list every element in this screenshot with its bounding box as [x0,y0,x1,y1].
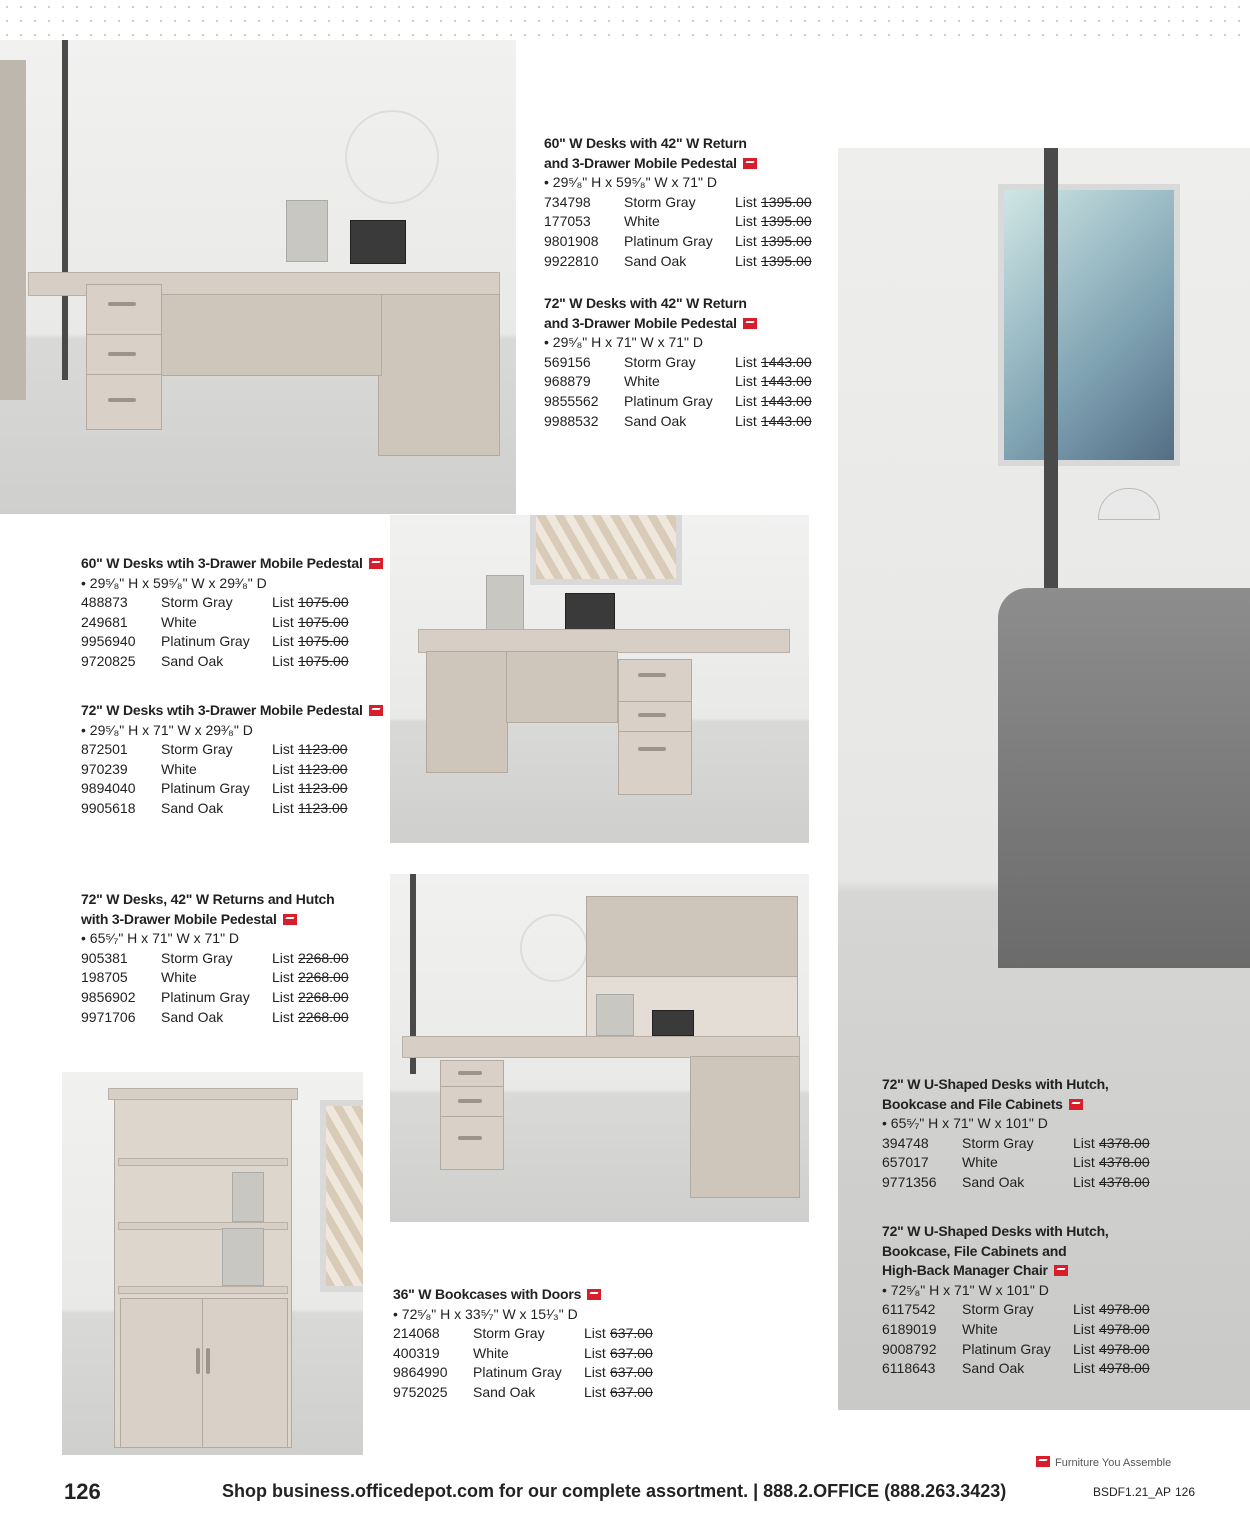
sku-number: 905381 [81,949,128,966]
catalog-code: BSDF1.21_AP [1093,1485,1172,1499]
sku-row [81,988,349,1008]
product-title [81,890,349,929]
color-name: Sand Oak [624,252,687,269]
list-label: List [272,594,294,611]
product-dimensions: • 65⁵⁄₇" H x 71" W x 71" D [81,930,240,947]
list-label: List [1073,1173,1095,1190]
product-title-text: 36" W Bookcases with Doors [393,1286,582,1302]
wall-clock [345,110,439,204]
sku-row [393,1383,653,1403]
list-label: List [735,353,757,370]
sku-row [81,652,383,672]
list-price: 1443.00 [761,373,812,390]
sku-number: 9894040 [81,780,136,797]
color-name: White [962,1320,998,1337]
list-price: 4378.00 [1099,1134,1150,1151]
list-label: List [272,633,294,650]
color-name: Storm Gray [962,1134,1034,1151]
shop-link-text[interactable]: Shop business.officedepot.com for our complete assortment. | 888.2.OFFICE (888.263.3423) [222,1481,1007,1501]
product-title-line [81,890,349,910]
product-title-text: Bookcase, File Cabinets and [882,1242,1067,1259]
list-label: List [735,213,757,230]
list-price: 1443.00 [761,412,812,429]
sku-number: 9864990 [393,1364,448,1381]
list-label: List [1073,1134,1095,1151]
furniture-you-assemble-icon [1069,1099,1083,1110]
list-price: 4978.00 [1099,1320,1150,1337]
list-price: 2268.00 [298,949,349,966]
list-label: List [272,613,294,630]
product-title-line [393,1285,653,1305]
color-name: White [624,373,660,390]
sku-row [544,232,812,252]
product-title-line [882,1261,1150,1281]
color-name: Storm Gray [473,1325,545,1342]
list-label: List [272,652,294,669]
product-title [882,1222,1150,1281]
product-title-text: 60" W Desks with 42" W Return [544,135,747,151]
color-name: Storm Gray [161,741,233,758]
product-dimensions: • 29⁵⁄₈" H x 59⁵⁄₈" W x 29³⁄₈" D [81,574,267,591]
sku-number: 249681 [81,613,128,630]
list-price: 2268.00 [298,988,349,1005]
list-label: List [584,1383,606,1400]
list-label: List [272,949,294,966]
list-label: List [272,760,294,777]
sku-number: 9855562 [544,392,599,409]
color-name: White [161,613,197,630]
list-price: 4978.00 [1099,1301,1150,1318]
product-title-line [882,1242,1150,1262]
color-name: Sand Oak [161,1008,224,1025]
list-label: List [272,1008,294,1025]
dotted-pattern-header [0,0,1250,40]
sku-number: 394748 [882,1134,929,1151]
product-title-text: 72" W Desks with 42" W Return [544,295,747,311]
product-title [393,1285,653,1305]
sku-number: 9956940 [81,633,136,650]
sku-row [882,1134,1150,1154]
color-name: White [624,213,660,230]
list-price: 1123.00 [298,760,348,777]
list-price: 1123.00 [298,780,348,797]
list-label: List [272,969,294,986]
product-title-text: and 3-Drawer Mobile Pedestal [544,154,737,171]
furniture-you-assemble-icon [1036,1456,1050,1467]
sku-row [544,252,812,272]
list-label: List [272,780,294,797]
sku-number: 400319 [393,1344,440,1361]
sku-row [81,799,383,819]
sku-row [393,1344,653,1364]
sku-number: 9922810 [544,252,599,269]
sku-row [882,1300,1150,1320]
list-label: List [272,799,294,816]
straight-desk-photo [390,515,809,843]
color-name: Storm Gray [624,353,696,370]
sku-row [81,1008,349,1028]
list-label: List [735,193,757,210]
list-price: 1075.00 [298,652,349,669]
product-title-text: 72" W U-Shaped Desks with Hutch, [882,1076,1109,1092]
sku-number: 657017 [882,1154,929,1171]
sku-number: 198705 [81,969,128,986]
list-price: 1075.00 [298,613,349,630]
sku-number: 9771356 [882,1173,937,1190]
product-title-line [81,910,349,930]
product-title-line [882,1075,1150,1095]
product-title-line [882,1095,1150,1115]
product-title-text: 60" W Desks wtih 3-Drawer Mobile Pedestal [81,555,363,571]
list-label: List [735,373,757,390]
list-price: 1123.00 [298,741,348,758]
list-label: List [735,412,757,429]
sku-number: 9856902 [81,988,136,1005]
sku-number: 9988532 [544,412,599,429]
list-label: List [584,1325,606,1342]
product-title [81,554,383,574]
sku-number: 9801908 [544,232,599,249]
color-name: White [161,969,197,986]
list-price: 1443.00 [761,353,812,370]
product-title-text: 72" W U-Shaped Desks with Hutch, [882,1223,1109,1239]
product-title [81,701,383,721]
sku-row [81,968,349,988]
list-price: 1395.00 [761,232,812,249]
color-name: Platinum Gray [624,392,713,409]
list-label: List [272,741,294,758]
sku-number: 9008792 [882,1340,937,1357]
color-name: Storm Gray [161,594,233,611]
list-label: List [735,392,757,409]
list-label: List [735,252,757,269]
sku-row [882,1359,1150,1379]
sku-row [81,740,383,760]
sku-number: 569156 [544,353,591,370]
sku-row [81,949,349,969]
color-name: Storm Gray [161,949,233,966]
sku-number: 214068 [393,1325,440,1342]
list-price: 4978.00 [1099,1340,1150,1357]
sku-number: 6117542 [882,1301,936,1318]
sku-number: 970239 [81,760,128,777]
color-name: Storm Gray [962,1301,1034,1318]
list-price: 1395.00 [761,252,812,269]
gray-desk-photo [838,148,1250,1410]
product-title [544,294,812,333]
furniture-you-assemble-icon [1054,1265,1068,1276]
sku-row [882,1153,1150,1173]
l-desk-photo [0,40,516,514]
list-price: 1395.00 [761,193,812,210]
product-title-text: Bookcase and File Cabinets [882,1095,1063,1112]
list-label: List [1073,1320,1095,1337]
color-name: Platinum Gray [161,780,250,797]
list-price: 1123.00 [298,799,348,816]
list-price: 2268.00 [298,969,349,986]
color-name: Sand Oak [161,652,224,669]
color-name: White [962,1154,998,1171]
sku-number: 734798 [544,193,591,210]
sku-row [544,353,812,373]
product-title [544,134,812,173]
color-name: Sand Oak [161,799,224,816]
sku-row [81,613,383,633]
product-title-line [544,314,812,334]
sku-number: 177053 [544,213,591,230]
color-name: Sand Oak [962,1360,1025,1377]
product-dimensions: • 29⁵⁄₈" H x 71" W x 71" D [544,334,704,351]
product-title-text: 72" W Desks wtih 3-Drawer Mobile Pedestal [81,702,363,718]
color-name: Storm Gray [624,193,696,210]
list-price: 1075.00 [298,594,349,611]
product-title-text: High-Back Manager Chair [882,1262,1048,1279]
product-block-60-desk [81,554,383,672]
list-price: 2268.00 [298,1008,349,1025]
sku-row [544,372,812,392]
sku-row [882,1320,1150,1340]
furniture-you-assemble-icon [283,914,297,925]
sku-row [544,412,812,432]
list-price: 4378.00 [1099,1154,1150,1171]
gray-desk [998,588,1250,968]
page-number: 126 [64,1479,101,1504]
product-title-text: and 3-Drawer Mobile Pedestal [544,314,737,331]
assembly-legend [1036,1456,1171,1469]
color-name: White [473,1344,509,1361]
list-price: 1075.00 [298,633,349,650]
product-block-bookcase [393,1285,653,1403]
product-title-text: 72" W Desks, 42" W Returns and Hutch [81,891,335,907]
list-label: List [584,1344,606,1361]
product-title-line [81,701,383,721]
list-price: 637.00 [610,1325,653,1342]
sku-row [544,392,812,412]
product-block-u-desk [882,1075,1150,1193]
sku-row [393,1363,653,1383]
list-label: List [1073,1301,1095,1318]
sku-row [882,1173,1150,1193]
list-label: List [584,1364,606,1381]
wall-clock [520,914,588,982]
product-dimensions: • 29⁵⁄₈" H x 59⁵⁄₈" W x 71" D [544,174,717,191]
list-label: List [1073,1154,1095,1171]
sku-number: 968879 [544,373,591,390]
sku-number: 6118643 [882,1360,936,1377]
sku-number: 9971706 [81,1008,136,1025]
color-name: Sand Oak [473,1383,536,1400]
product-block-60-l-desk [544,134,812,271]
color-name: Platinum Gray [161,988,250,1005]
list-price: 1443.00 [761,392,812,409]
color-name: Platinum Gray [962,1340,1051,1357]
furniture-you-assemble-icon [743,158,757,169]
sku-row [882,1340,1150,1360]
list-price: 4378.00 [1099,1173,1150,1190]
sku-number: 488873 [81,594,128,611]
list-price: 4978.00 [1099,1360,1150,1377]
footer [0,1473,1250,1513]
legend-text: Furniture You Assemble [1055,1457,1172,1469]
color-name: Sand Oak [962,1173,1025,1190]
page-number-small: 126 [1175,1485,1196,1499]
sku-row [393,1324,653,1344]
sku-row [81,593,383,613]
color-name: Platinum Gray [473,1364,562,1381]
sku-row [544,193,812,213]
sku-row [544,212,812,232]
list-price: 637.00 [610,1383,653,1400]
sku-row [81,632,383,652]
list-price: 637.00 [610,1364,653,1381]
color-name: White [161,760,197,777]
hutch-desk-photo [390,874,809,1222]
product-block-u-desk-chair [882,1222,1150,1379]
product-dimensions: • 72⁵⁄₈" H x 71" W x 101" D [882,1281,1049,1298]
color-name: Platinum Gray [161,633,250,650]
sku-number: 9752025 [393,1383,448,1400]
bookcase-photo [62,1072,363,1455]
product-dimensions: • 65⁵⁄₇" H x 71" W x 101" D [882,1115,1048,1132]
product-block-72-desk [81,701,383,819]
desk-lamp [1098,488,1160,520]
sku-number: 9905618 [81,799,136,816]
sku-row [81,760,383,780]
product-title-line [882,1222,1150,1242]
product-title-line [81,554,383,574]
list-label: List [735,232,757,249]
list-label: List [1073,1360,1095,1377]
sku-number: 872501 [81,741,128,758]
sku-row [81,779,383,799]
product-title-line [544,154,812,174]
color-name: Sand Oak [624,412,687,429]
product-title-text: with 3-Drawer Mobile Pedestal [81,910,277,927]
sku-number: 6189019 [882,1320,937,1337]
product-dimensions: • 72⁵⁄₈" H x 33⁵⁄₇" W x 15¹⁄₃" D [393,1305,578,1322]
sku-number: 9720825 [81,652,136,669]
product-dimensions: • 29⁵⁄₈" H x 71" W x 29³⁄₈" D [81,721,253,738]
list-label: List [272,988,294,1005]
product-block-hutch-desk [81,890,349,1027]
product-title [882,1075,1150,1114]
furniture-you-assemble-icon [587,1289,601,1300]
list-price: 1395.00 [761,213,812,230]
color-name: Platinum Gray [624,232,713,249]
furniture-you-assemble-icon [369,558,383,569]
list-label: List [1073,1340,1095,1357]
product-block-72-l-desk [544,294,812,431]
list-price: 637.00 [610,1344,653,1361]
furniture-you-assemble-icon [369,705,383,716]
product-title-line [544,134,812,154]
furniture-you-assemble-icon [743,318,757,329]
product-title-line [544,294,812,314]
